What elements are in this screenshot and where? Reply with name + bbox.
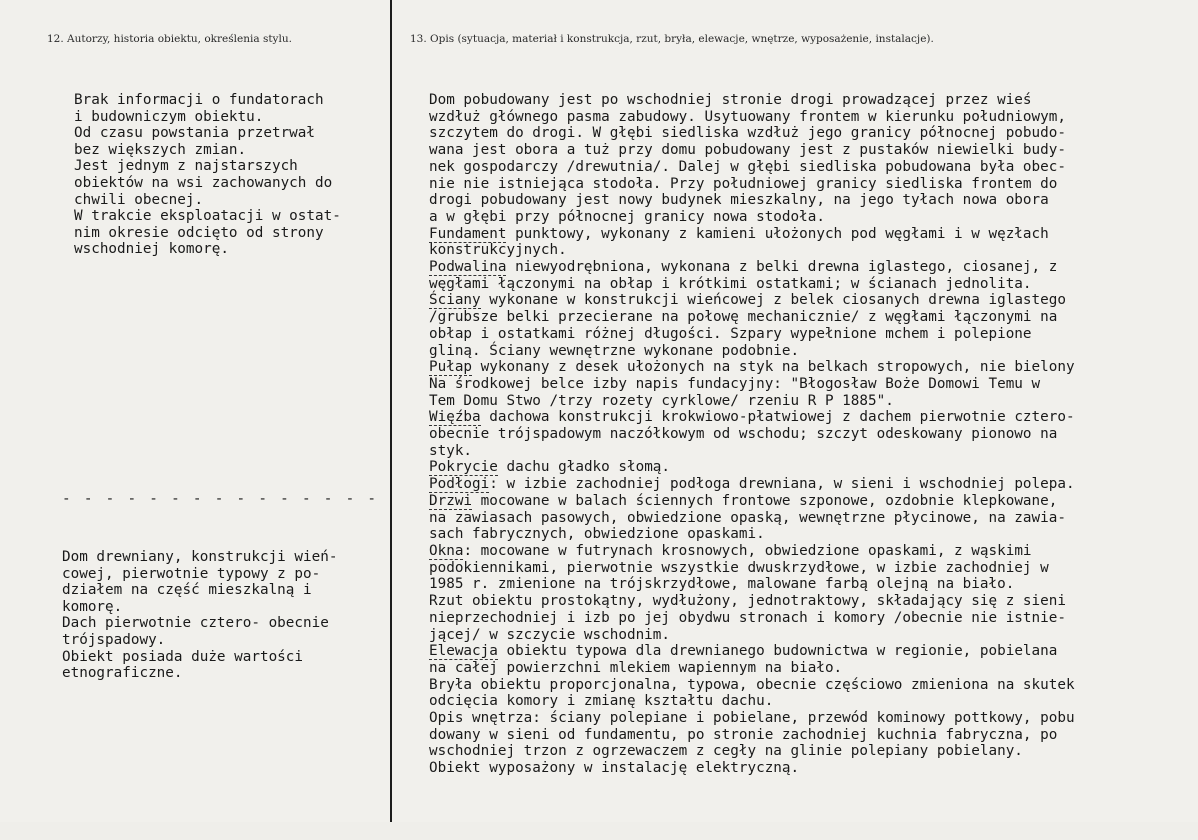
text-line: Brak informacji o fundatorach: [74, 92, 324, 108]
line-text: obiektu typowa dla drewnianego budownictwa w regionie, pobielana: [497, 643, 1058, 660]
text-line: W trakcie eksploatacji w ostat-: [74, 208, 341, 225]
line-text: węgłami łączonymi na obłap i krótkimi ostatkami; w ścianach jednolita.: [429, 275, 1032, 292]
text-line: [429, 92, 1194, 109]
line-text: wzdłuż głównego pasma zabudowy. Usytuowany frontem w kierunku południowym,: [429, 108, 1066, 125]
text-line: [429, 276, 1194, 293]
line-text: szczytem do drogi. W głębi siedliska wzdłuż jego granicy północnej pobudo-: [429, 125, 1066, 142]
line-text: Rzut obiektu prostokątny, wydłużony, jednotraktowy, składający się z sieni: [429, 593, 1066, 610]
line-text: 1985 r. zmienione na trójskrzydłowe, malowane farbą olejną na biało.: [429, 576, 1015, 593]
text-line: Dach pierwotnie cztero- obecnie: [62, 615, 329, 632]
text-line: [429, 176, 1194, 193]
text-line: [429, 610, 1194, 627]
text-line: [429, 760, 1194, 777]
text-line: trójspadowy.: [62, 631, 166, 648]
line-text: Opis wnętrza: ściany polepiane i pobielane, przewód kominowy pottkowy, pobu: [429, 710, 1075, 727]
text-line: [429, 643, 1194, 660]
section-keyword: Pokrycie: [429, 459, 498, 476]
text-line: [429, 543, 1194, 560]
line-text: na całej powierzchni mlekiem wapiennym na biało.: [429, 659, 843, 676]
text-line: [429, 326, 1194, 343]
section-keyword: Podłogi: [429, 476, 490, 493]
line-text: podokiennikami, pierwotnie wszystkie dwuskrzydłowe, w izbie zachodniej w: [429, 559, 1049, 576]
line-text: gliną. Ściany wewnętrzne wykonane podobnie.: [429, 342, 800, 359]
line-text: wschodniej trzon z ogrzewaczem z cegły na glinie polepiany pobielany.: [429, 743, 1023, 760]
line-text: wana jest obora a tuż przy domu pobudowany jest z pustaków niewielki budy-: [429, 142, 1066, 159]
line-text: nieprzechodniej i izb po jej obydwu stronach i komory /obecnie nie istnie-: [429, 609, 1066, 626]
line-text: odcięcia komory i zmianę kształtu dachu.: [429, 693, 774, 710]
text-line: [429, 292, 1194, 309]
line-text: sach fabrycznych, obwiedzione opaskami.: [429, 526, 765, 543]
text-line: działem na część mieszkalną i: [62, 582, 312, 599]
text-line: [429, 526, 1194, 543]
line-text: Dom pobudowany jest po wschodniej stronie drogi prowadzącej przez wieś: [429, 92, 1032, 108]
text-line: etnograficzne.: [62, 665, 183, 682]
text-line: [429, 476, 1194, 493]
line-text: obecnie trójspadowym naczółkowym od wschodu; szczyt odeskowany pionowo na: [429, 426, 1058, 443]
text-line: [429, 493, 1194, 510]
text-line: [429, 443, 1194, 460]
line-text: obłap i ostatkami różnej długości. Szpary wypełnione mchem i polepione: [429, 325, 1032, 342]
line-text: Na środkowej belce izby napis fundacyjny: "Błogosław Boże Domowi Temu w: [429, 375, 1041, 392]
history-text: [74, 92, 341, 258]
line-text: : mocowane w futrynach krosnowych, obwiedzione opaskami, z wąskimi: [463, 542, 1032, 559]
text-line: Od czasu powstania przetrwał: [74, 125, 316, 142]
text-line: wschodniej komorę.: [74, 241, 229, 258]
text-line: [429, 343, 1194, 360]
text-line: [429, 627, 1194, 644]
description-text: [429, 92, 1194, 777]
text-line: Dom drewniany, konstrukcji wień-: [62, 549, 338, 565]
line-text: a w głębi przy północnej granicy nowa stodoła.: [429, 208, 825, 225]
text-line: [429, 677, 1194, 694]
style-summary-text: [62, 549, 337, 682]
text-line: [429, 226, 1194, 243]
line-text: na zawiasach pasowych, obwiedzione opaską, wewnętrzne płycinowe, na zawia-: [429, 509, 1066, 526]
text-line: [429, 259, 1194, 276]
text-line: [429, 125, 1194, 142]
section-keyword: Elewacja: [429, 643, 498, 660]
line-text: nek gospodarczy /drewutnia/. Dalej w głębi siedliska pobudowana była obec-: [429, 158, 1066, 175]
text-line: [429, 560, 1194, 577]
line-text: niewyodrębniona, wykonana z belki drewna iglastego, ciosanej, z: [506, 259, 1058, 276]
text-line: [429, 393, 1194, 410]
line-text: Bryła obiektu proporcjonalna, typowa, obecnie częściowo zmieniona na skutek: [429, 676, 1075, 693]
section-keyword: Fundament: [429, 225, 507, 242]
text-line: [429, 192, 1194, 209]
line-text: nie nie istniejąca stodoła. Przy południowej granicy siedliska frontem do: [429, 175, 1058, 192]
text-line: i budowniczym obiektu.: [74, 108, 264, 125]
line-text: dachu gładko słomą.: [497, 459, 671, 476]
line-text: jącej/ w szczycie wschodnim.: [429, 626, 671, 643]
line-text: dowany w sieni od fundamentu, po stronie zachodniej kuchnia fabryczna, po: [429, 726, 1058, 743]
section-keyword: Pułap: [429, 359, 473, 376]
text-line: [429, 743, 1194, 760]
text-line: [429, 660, 1194, 677]
text-line: [429, 409, 1194, 426]
line-text: konstrukcyjnych.: [429, 242, 567, 259]
text-line: bez większych zmian.: [74, 141, 247, 158]
section-keyword: Podwalina: [429, 259, 507, 276]
section-13-header: 13. Opis (sytuacja, materiał i konstrukcja, rzut, bryła, elewacje, wnętrze, wyposażenie, instalacje).: [410, 33, 934, 45]
section-keyword: Więźba: [429, 409, 481, 426]
line-text: : w izbie zachodniej podłoga drewniana, w sieni i wschodniej polepa.: [489, 476, 1075, 493]
text-line: cowej, pierwotnie typowy z po-: [62, 565, 321, 582]
text-line: komorę.: [62, 598, 123, 615]
text-line: [429, 142, 1194, 159]
line-text: mocowane w balach ściennych frontowe szponowe, ozdobnie klepkowane,: [472, 492, 1058, 509]
section-keyword: Ściany: [429, 292, 481, 309]
line-text: wykonany z desek ułożonych na styk na belkach stropowych, nie bielony: [472, 359, 1075, 376]
line-text: punktowy, wykonany z kamieni ułożonych pod węgłami i w węzłach: [506, 225, 1049, 242]
line-text: /grubsze belki przecierane na połowę mechanicznie/ z węgłami łączonymi na: [429, 309, 1058, 326]
section-keyword: Okna: [429, 542, 464, 559]
text-line: [429, 459, 1194, 476]
line-text: styk.: [429, 442, 473, 459]
text-line: [429, 359, 1194, 376]
line-text: Tem Domu Stwo /trzy rozety cyrklowe/ rzeniu R P 1885".: [429, 392, 894, 409]
text-line: Obiekt posiada duże wartości: [62, 648, 304, 665]
text-line: [429, 510, 1194, 527]
text-line: obiektów na wsi zachowanych do: [74, 174, 333, 191]
text-line: [429, 576, 1194, 593]
line-text: wykonane w konstrukcji wieńcowej z belek ciosanych drewna iglastego: [480, 292, 1066, 309]
dashed-separator: - - - - - - - - - - - - - - -: [62, 491, 379, 507]
text-line: [429, 693, 1194, 710]
text-line: Jest jednym z najstarszych: [74, 158, 298, 175]
section-12-header: 12. Autorzy, historia obiektu, określenia stylu.: [47, 33, 292, 45]
text-line: [429, 242, 1194, 259]
column-divider: [390, 0, 392, 840]
text-line: [429, 710, 1194, 727]
line-text: dachowa konstrukcji krokwiowo-płatwiowej z dachem pierwotnie cztero-: [480, 409, 1075, 426]
line-text: drogi pobudowany jest nowy budynek mieszkalny, na jego tyłach nowa obora: [429, 192, 1049, 209]
text-line: [429, 727, 1194, 744]
page-bottom-edge: [0, 822, 1198, 840]
text-line: [429, 159, 1194, 176]
text-line: [429, 309, 1194, 326]
text-line: [429, 209, 1194, 226]
text-line: chwili obecnej.: [74, 191, 204, 208]
section-keyword: Drzwi: [429, 492, 473, 509]
text-line: [429, 426, 1194, 443]
line-text: Obiekt wyposażony w instalację elektryczną.: [429, 760, 800, 777]
text-line: [429, 376, 1194, 393]
text-line: nim okresie odcięto od strony: [74, 224, 324, 241]
text-line: [429, 109, 1194, 126]
text-line: [429, 593, 1194, 610]
